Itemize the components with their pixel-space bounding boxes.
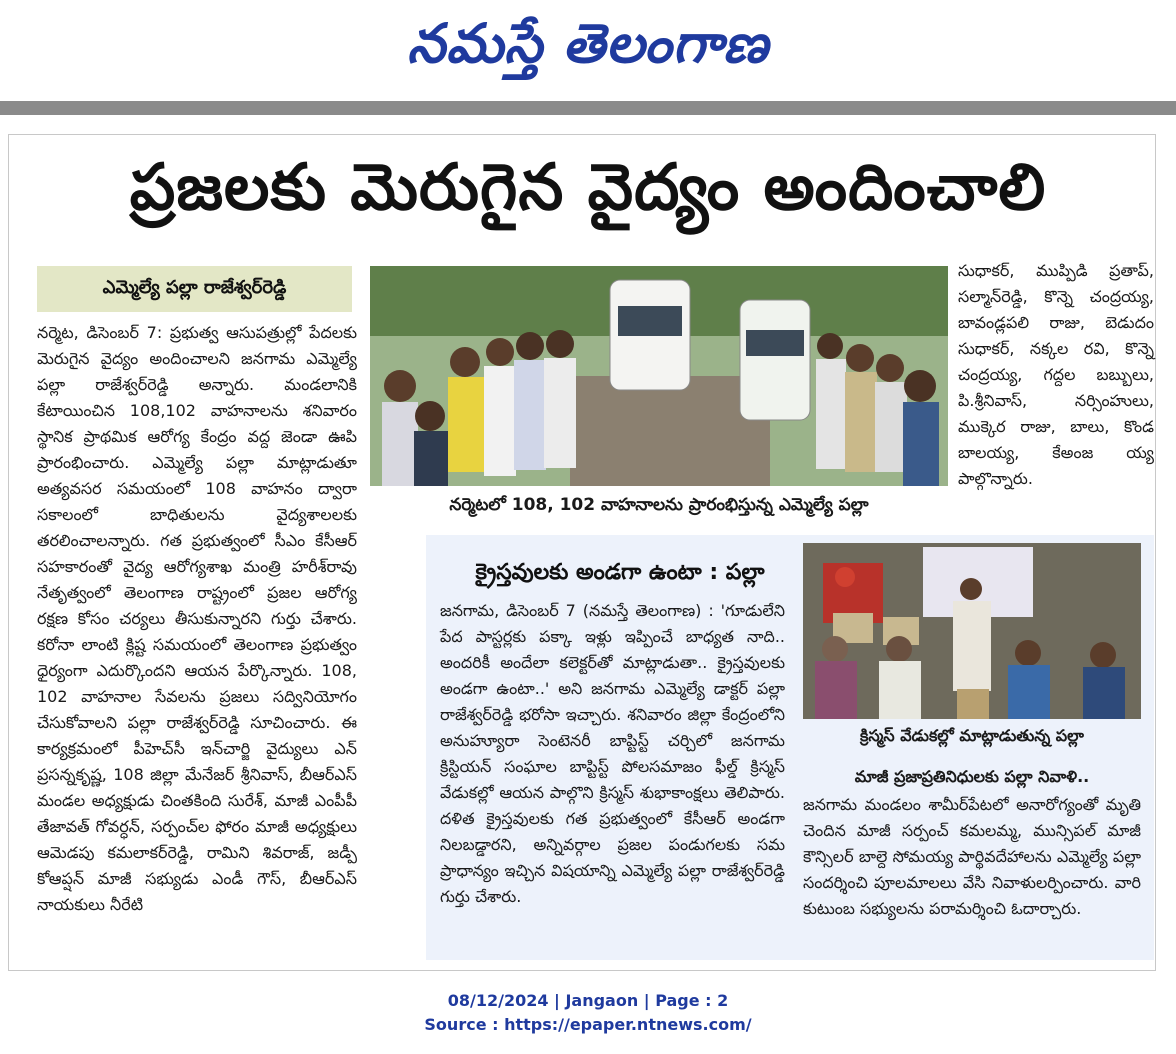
photo-caption-ambulance: నర్మెటలో 108, 102 వాహనాలను ప్రారంభిస్తున్న ఎమ్మెల్యే పల్లా [449,495,869,515]
article-subheadline: ఎమ్మెల్యే పల్లా రాజేశ్వర్‌రెడ్డి [37,266,352,312]
christmas-story-text: జనగామ, డిసెంబర్ 7 (నమస్తే తెలంగాణ) : 'గూడులేని పేద పాస్టర్లకు పక్కా ఇళ్లు ఇప్పించే బాధ్యత నాది.. అందరికీ అందేలా కలెక్టర్‌తో మాట్లాడుతా.. క్రైస్తవులకు అండగా ఉంటా..' అని జనగామ ఎమ్మెల్యే డాక్టర్ పల్లా రాజేశ్వర్‌రెడ్డి భరోసా ఇచ్చారు. శనివారం జిల్లా కేంద్రంలోని అనుహ్యూరా సెంటెనరీ బాప్టిస్ట్ చర్చిలో జనగామ క్రిస్టియన్ సంఘాల బాప్టిస్ట్ పోలసమాజం ఫీల్డ్ క్రిస్మస్ వేడుకల్లో ఆయన పాల్గొని క్రిస్మస్ శుభాకాంక్షలు తెలిపారు. దళిత క్రైస్తవులకు గత ప్రభుత్వంలో కేసీఆర్ అండగా నిలబడ్డారని, అన్నివర్గాల ప్రజల పండుగలకు సమ ప్రాధాన్యం ఇచ్చిన విషయాన్ని ఎమ్మెల్యే పల్లా రాజేశ్వర్‌రెడ్డి గుర్తు చేశారు. [440,601,785,906]
photo-caption-christmas: క్రిస్మస్ వేడుకల్లో మాట్లాడుతున్న పల్లా [860,726,1084,745]
christmas-story-title: క్రైస్తవులకు అండగా ఉంటా : పల్లా [475,560,765,585]
article-text-right: సుధాకర్, ముప్పిడి ప్రతాప్, సల్మాన్‌రెడ్డి, కొన్నె చంద్రయ్య, బావండ్లపలి రాజు, బెడుదం సుధాకర్, నక్కల రవి, కొన్నె చంద్రయ్య, గద్దల బబ్బులు, పి.శ్రీనివాస్, నర్సింహులు, ముక్కెర రాజు, బాలు, కొండ బాలయ్య, కేఅంజ య్య పాల్గొన్నారు. [958,261,1154,488]
tribute-text: జనగామ మండలం శామీర్‌పేటలో అనారోగ్యంతో మృతి చెందిన మాజీ సర్పంచ్ కమలమ్మ, మున్సిపల్ మాజీ కౌన్సిలర్ బాల్దె సోమయ్య పార్థివదేహాలను ఎమ్మెల్యే పల్లా సందర్శించి పూలమాలలు వేసి నివాళులర్పించారు. వారి కుటుంబ సభ్యులను పరామర్శించి ఓదార్చారు. [803,795,1141,918]
ambulance-launch-photo [370,266,948,486]
article-body-left [37,320,357,918]
tribute-body [803,792,1141,922]
article-text-left: నర్మెట, డిసెంబర్ 7: ప్రభుత్వ ఆసుపత్రుల్లో పేదలకు మెరుగైన వైద్యం అందించాలని జనగామ ఎమ్మెల్యే పల్లా రాజేశ్వర్‌రెడ్డి అన్నారు. మండలానికి కేటాయించిన 108,102 వాహనాలను శనివారం స్థానిక ప్రాథమిక ఆరోగ్య కేంద్రం వద్ద జెండా ఊపి ప్రారంభించారు. ఎమ్మెల్యే పల్లా మాట్లాడుతూ అత్యవసర సమయంలో 108 వాహనం ద్వారా సకాలంలో బాధితులను వైద్యశాలలకు తరలించాలన్నారు. గత ప్రభుత్వంలో సీఎం కేసీఆర్ సహకారంతో వైద్య ఆరోగ్యశాఖ మంత్రి హరీశ్‌రావు నేతృత్వంలో తెలంగాణ రాష్ట్రంలో ప్రజల ఆరోగ్య రక్షణ కోసం చర్యలు తీసుకున్నారని గుర్తు చేశారు. కరోనా లాంటి క్లిష్ట సమయంలో తెలంగాణ ప్రభుత్వం ధైర్యంగా ఎదుర్కొందని ఆయన పేర్కొన్నారు. 108, 102 వాహనాల సేవలను ప్రజలు సద్వినియోగం చేసుకోవాలని పల్లా రాజేశ్వర్‌రెడ్డి సూచించారు. ఈ కార్యక్రమంలో పీహెచ్‌సీ ఇన్‌చార్జి వైద్యులు ఎన్ ప్రసన్నకృష్ణ, 108 జిల్లా మేనేజర్ శ్రీనివాస్, బీఆర్‌ఎస్ మండల అధ్యక్షుడు చింతకింది సురేశ్, మాజీ ఎంపీపీ తేజావత్ గోవర్ధన్, సర్పంచ్‌ల ఫోరం మాజీ అధ్యక్షులు ఆమెడపు కమలాకర్‌రెడ్డి, రామిని శివరాజ్, జడ్పీ కోఆప్షన్ మాజీ సభ్యుడు ఎండీ గౌస్, బీఆర్‌ఎస్ నాయకులు నీరేటి [37,323,357,914]
footer-source: Source : https://epaper.ntnews.com/ [424,1015,752,1034]
newspaper-logo: నమస్తే తెలంగాణ [407,11,769,75]
tribute-subheadline: మాజీ ప్రజాప్రతినిధులకు పల్లా నివాళి.. [854,767,1090,786]
christmas-story-body [440,598,785,910]
masthead-divider [0,101,1176,115]
masthead [0,0,1176,100]
footer-date-edition: 08/12/2024 | Jangaon | Page : 2 [447,991,729,1010]
article-headline: ప్రజలకు మెరుగైన వైద్యం అందించాలి [129,151,1047,225]
christmas-event-photo [803,543,1141,719]
article-body-right [958,258,1154,492]
